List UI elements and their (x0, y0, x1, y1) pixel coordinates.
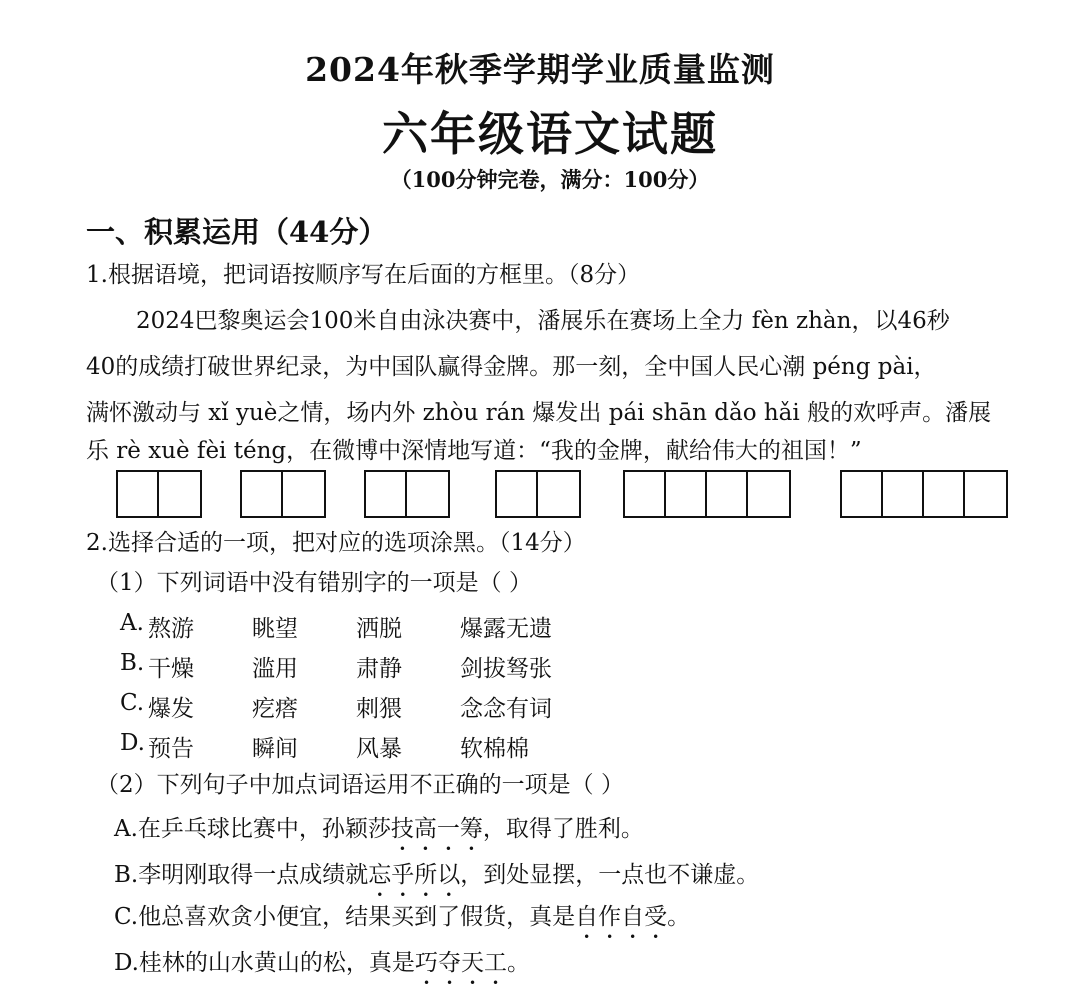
answer-cell[interactable] (842, 472, 883, 516)
option-word: 眺望 (252, 616, 298, 642)
option-word: 预告 (148, 736, 194, 762)
dotted-phrase: 自作自受 (575, 904, 668, 930)
option-word: 干燥 (148, 656, 194, 682)
option-row[interactable] (120, 690, 620, 720)
sentence-option[interactable] (114, 904, 690, 944)
question-1-prompt: 1.根据语境，把词语按顺序写在后面的方框里。（8分） (86, 262, 641, 288)
option-row[interactable] (120, 610, 620, 640)
option-word: 风暴 (356, 736, 402, 762)
answer-cell[interactable] (924, 472, 965, 516)
answer-box-4[interactable] (495, 470, 581, 518)
option-word: 滥用 (252, 656, 298, 682)
exam-subtitle: （100分钟完卷，满分：100分） (390, 167, 710, 192)
option-word: 软棉棉 (460, 736, 529, 762)
question-2-prompt: 2.选择合适的一项，把对应的选项涂黑。（14分） (86, 530, 586, 556)
option-letter: D. (120, 730, 145, 756)
option-letter: C. (120, 690, 145, 716)
option-word: 刺猥 (356, 696, 402, 722)
dotted-phrase: 技高一筹 (390, 816, 483, 842)
answer-cell[interactable] (366, 472, 407, 516)
sentence-option[interactable] (114, 862, 759, 902)
answer-boxes (0, 470, 1080, 522)
option-word: 肃静 (356, 656, 402, 682)
option-word: 念念有词 (460, 696, 552, 722)
option-word: 瞬间 (252, 736, 298, 762)
option-row[interactable] (120, 730, 620, 760)
answer-box-2[interactable] (240, 470, 326, 518)
answer-cell[interactable] (242, 472, 283, 516)
sentence-text: C.他总喜欢贪小便宜，结果买到了假货，真是 (114, 904, 576, 930)
sentence-text: B.李明刚取得一点成绩就 (114, 862, 369, 888)
answer-cell[interactable] (118, 472, 159, 516)
answer-box-1[interactable] (116, 470, 202, 518)
option-word: 剑拔驽张 (460, 656, 552, 682)
answer-cell[interactable] (407, 472, 448, 516)
answer-cell[interactable] (666, 472, 707, 516)
question-2-2-prompt: （2）下列句子中加点词语运用不正确的一项是（ ） (96, 772, 624, 798)
answer-cell[interactable] (497, 472, 538, 516)
answer-box-6[interactable] (840, 470, 1008, 518)
option-letter: B. (120, 650, 145, 676)
answer-box-5[interactable] (623, 470, 791, 518)
passage-line-2: 40的成绩打破世界纪录，为中国队赢得金牌。那一刻，全中国人民心潮 péng pài， (86, 354, 937, 380)
answer-cell[interactable] (283, 472, 324, 516)
dotted-phrase: 忘乎所以 (368, 862, 461, 888)
option-word: 熬游 (148, 616, 194, 642)
sentence-text: A.在乒乓球比赛中，孙颖莎 (114, 816, 391, 842)
exam-title-line2: 六年级语文试题 (382, 107, 718, 161)
sentence-text: D.桂林的山水黄山的松，真是 (114, 950, 415, 976)
question-2-1-prompt: （1）下列词语中没有错别字的一项是（ ） (96, 570, 532, 596)
option-word: 爆露无遗 (460, 616, 552, 642)
sentence-text: 。 (506, 950, 530, 976)
sentence-text: ，取得了胜利。 (482, 816, 644, 842)
sentence-option[interactable] (114, 950, 530, 990)
answer-cell[interactable] (883, 472, 924, 516)
exam-title-line1: 2024年秋季学期学业质量监测 (305, 50, 775, 89)
answer-box-3[interactable] (364, 470, 450, 518)
option-word: 爆发 (148, 696, 194, 722)
option-row[interactable] (120, 650, 620, 680)
option-word: 洒脱 (356, 616, 402, 642)
dotted-phrase: 巧夺天工 (414, 950, 507, 976)
option-word: 疙瘩 (252, 696, 298, 722)
answer-cell[interactable] (965, 472, 1006, 516)
sentence-text: ，到处显摆，一点也不谦虚。 (460, 862, 760, 888)
option-letter: A. (120, 610, 144, 636)
answer-cell[interactable] (625, 472, 666, 516)
passage-line-4: 乐 rè xuè fèi téng，在微博中深情地写道：“我的金牌，献给伟大的祖国！” (86, 438, 862, 464)
section-heading: 一、积累运用（44分） (86, 215, 388, 249)
answer-cell[interactable] (538, 472, 579, 516)
answer-cell[interactable] (748, 472, 789, 516)
answer-cell[interactable] (707, 472, 748, 516)
sentence-text: 。 (667, 904, 691, 930)
sentence-option[interactable] (114, 816, 644, 856)
answer-cell[interactable] (159, 472, 200, 516)
passage-line-1: 2024巴黎奥运会100米自由泳决赛中，潘展乐在赛场上全力 fèn zhàn，以46秒 (136, 308, 950, 334)
passage-line-3: 满怀激动与 xǐ yuè之情，场内外 zhòu rán 爆发出 pái shān dǎo hǎi 般的欢呼声。潘展 (86, 400, 992, 426)
